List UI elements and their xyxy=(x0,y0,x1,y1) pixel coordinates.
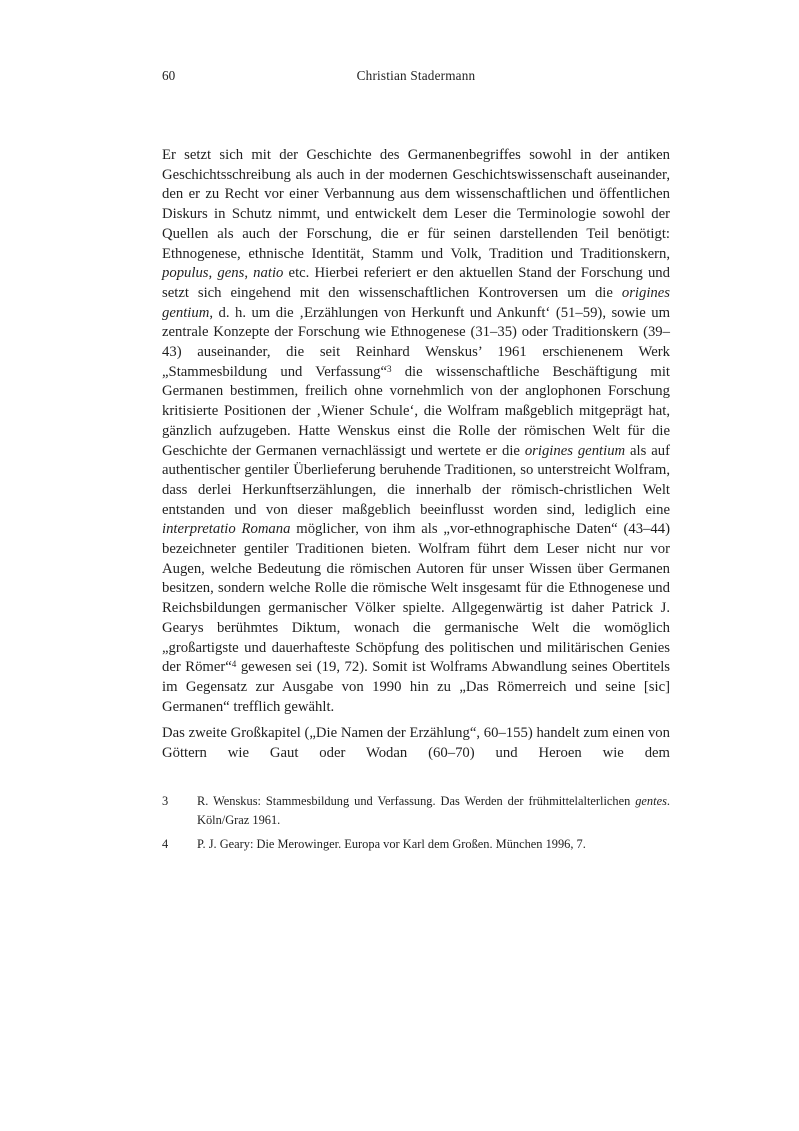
text-run: etc. Hierbei referiert er den aktuellen Stand der Forschung und setzt sich eingehend mit den wissenschaftlichen Kontroversen um die xyxy=(162,265,670,301)
footnote-4 xyxy=(162,835,670,855)
text-run: , d. h. um die ‚Erzählungen von Herkunft und Ankunft‘ (51–59), sowie um zentrale Konzepte der Forschung wie Ethnogenese (31–35) oder Traditionskern (39–43) auseinander, die seit Reinhard Wenskus’ 1961 erschienenem Werk „Stammesbildung und Verfassung“ xyxy=(162,304,670,380)
text-run: , xyxy=(244,265,254,282)
text-run: die wissenschaftliche Beschäftigung mit Germanen bestimmen, freilich ohne vornehmlich von der anglophonen Forschung kritisierte Positionen der ‚Wiener Schule‘, die Wolfram maßgeblich mitgeprägt hat, gänzlich aufzugeben. Hatte Wenskus einst die Rolle der römischen Welt für die Geschichte der Germanen vernachlässigt und wertete er die xyxy=(162,363,671,459)
text-block xyxy=(162,146,670,859)
text-run: origines gentium xyxy=(524,442,626,459)
text-run: möglicher, von ihm als „vor-ethnographische Daten“ (43–44) bezeichneter gentiler Traditionen bieten. Wolfram führt dem Leser nicht nur vor Augen, welche Bedeutung die römischen Autoren für unser Wissen über Germanen besitzen, sondern welche Rolle die römische Welt insgesamt für die Ethnogenese und Reichsbildungen germanischer Völker spielte. Allgegenwärtig ist daher Patrick J. Gearys berühmtes Diktum, wonach die germanische Welt die womöglich „großartigste und dauerhafteste Schöpfung des politischen und militärischen Genies der Römer“ xyxy=(162,521,671,676)
footnote-text xyxy=(197,794,670,828)
footnote-3 xyxy=(162,792,670,831)
footnote-number: 4 xyxy=(162,836,169,851)
text-run: , xyxy=(208,265,218,282)
text-run: interpretatio Romana xyxy=(162,521,291,538)
footnote-text xyxy=(197,837,586,851)
page-header xyxy=(162,68,670,86)
footnote-number: 3 xyxy=(162,793,169,808)
text-run: R. Wenskus: Stammesbildung und Verfassung. Das Werden der frühmittelalterlichen xyxy=(197,793,636,808)
running-title: Christian Stadermann xyxy=(356,68,476,83)
text-run: gewesen sei (19, 72). Somit ist Wolframs Abwandlung seines Obertitels im Gegensatz zur Ausgabe von 1990 hin zu „Das Römerreich und seine [sic] Germanen“ trefflich gewählt. xyxy=(162,659,670,715)
page-number: 60 xyxy=(162,68,176,83)
text-run: . Köln/Graz 1961. xyxy=(197,793,670,828)
footnotes-section xyxy=(162,792,670,855)
text-run: gens xyxy=(217,265,245,282)
text-run: populus xyxy=(162,265,209,282)
text-run: Er setzt sich mit der Geschichte des Germanenbegriffes sowohl in der antiken Geschichtsschreibung als auch in der modernen Geschichtswissenschaft auseinander, den er zu Recht vor einer Verbannung aus dem wissenschaftlichen und öffentlichen Diskurs in Schutz nimmt, und entwickelt dem Leser die Terminologie sowohl der Quellen als auch der Forschung, die er für seinen darstellenden Teil benötigt: Ethnogenese, ethnische Identität, Stamm und Volk, Tradition und Traditionskern, xyxy=(162,147,670,262)
footnote-ref: 4 xyxy=(231,659,237,670)
text-run: als auf authentischer gentiler Überlieferung beruhende Traditionen, so unterstreicht Wolfram, dass derlei Herkunftserzählungen, die innerhalb der römisch-christlichen Welt entstanden und von dieser maßgeblich beeinflusst worden sind, lediglich eine xyxy=(162,442,670,518)
body-paragraph-1 xyxy=(162,146,670,717)
body-paragraph-2 xyxy=(162,724,670,763)
text-run: origines gentium xyxy=(162,284,670,321)
text-run: Das zweite Großkapitel („Die Namen der Erzählung“, 60–155) handelt zum einen von Göttern wie Gaut oder Wodan (60–70) und Heroen wie dem xyxy=(162,725,670,762)
footnote-ref: 3 xyxy=(387,363,392,374)
text-run: P. J. Geary: Die Merowinger. Europa vor Karl dem Großen. München 1996, 7. xyxy=(197,836,586,851)
text-run: natio xyxy=(253,265,284,282)
text-run: gentes xyxy=(635,793,667,808)
